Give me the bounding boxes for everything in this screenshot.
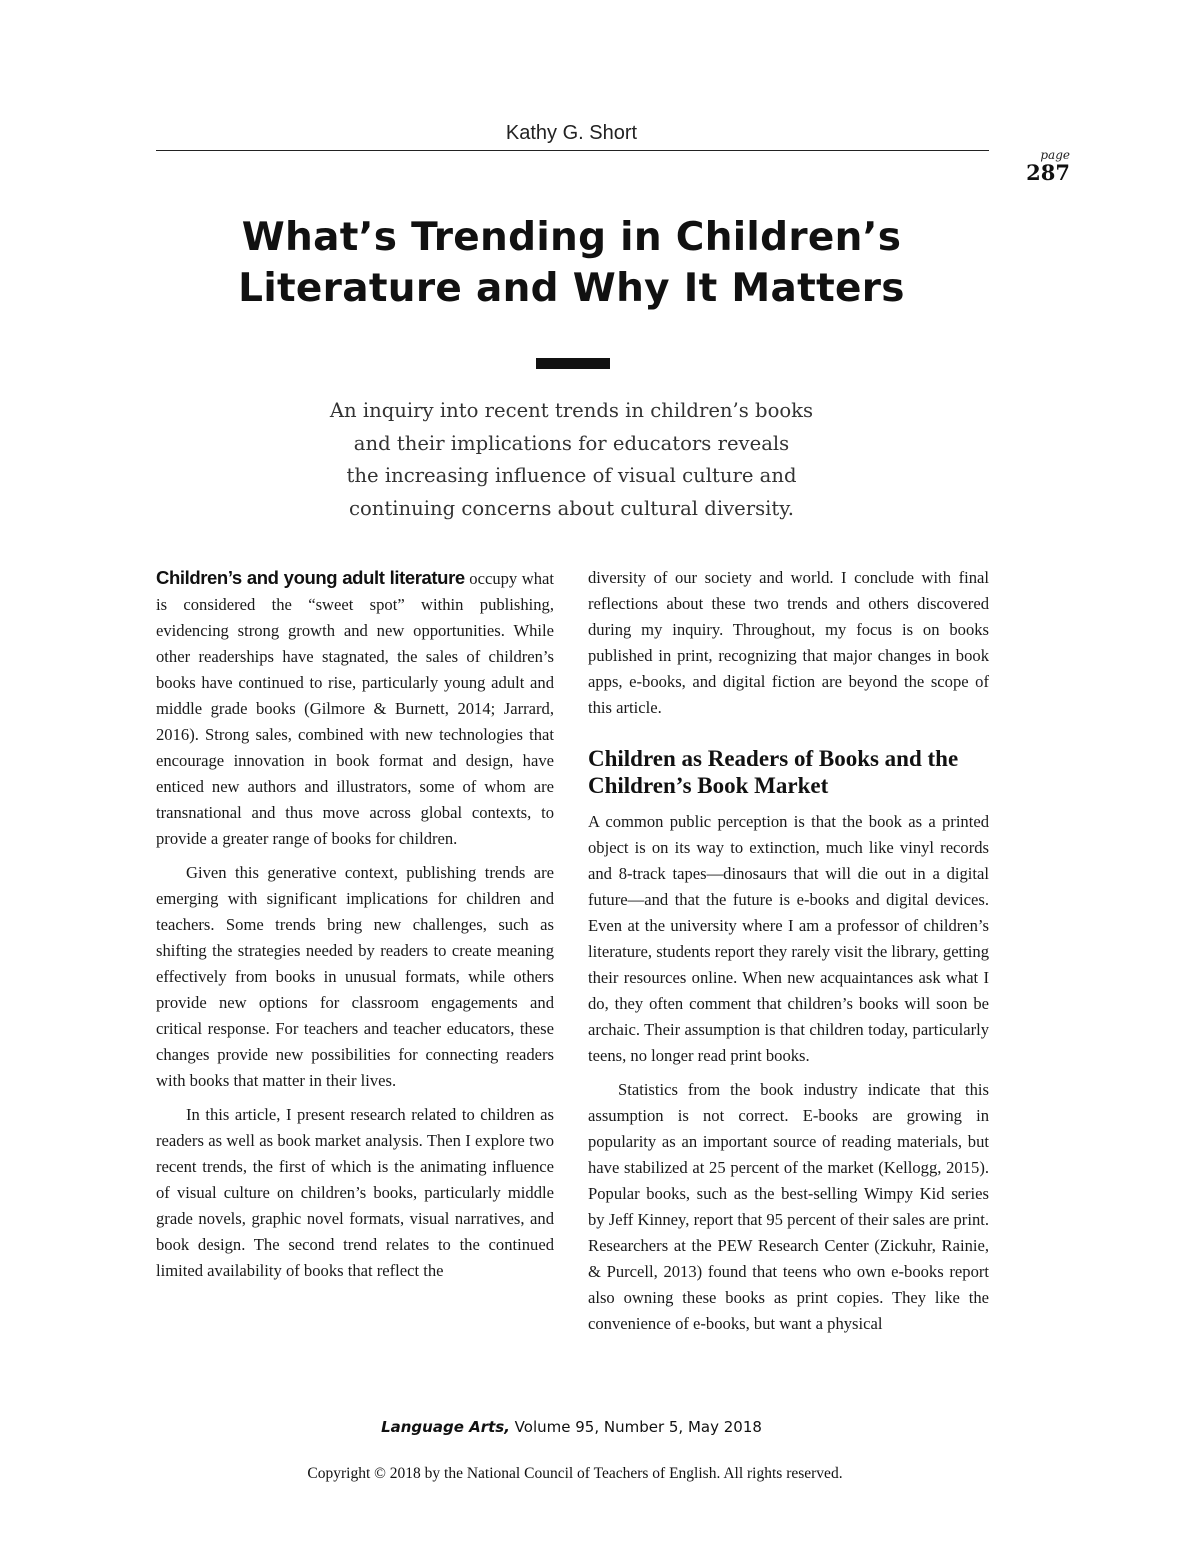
author-name: Kathy G. Short xyxy=(505,122,638,144)
body-column-left xyxy=(156,565,554,1284)
deck-line-4: continuing concerns about cultural diversity. xyxy=(348,496,795,520)
article-deck xyxy=(0,395,1143,525)
section-heading: Children as Readers of Books and the Children’s Book Market xyxy=(588,746,959,798)
paragraph-2: Given this generative context, publishing trends are emerging with significant implications for children and teachers. Some trends bring new challenges, such as shifting the strategies needed by readers to create meaning effectively from books in unusual formats, while others provide new options for classroom engagements and critical response. For teachers and teacher educators, these changes provide new possibilities for connecting readers with books that matter in their lives. xyxy=(156,863,554,1090)
paragraph-1 xyxy=(156,565,554,852)
paragraph-3: In this article, I present research related to children as readers as well as book market analysis. Then I explore two recent trends, the first of which is the animating influence of visual culture on children’s books, particularly middle grade novels, graphic novel formats, visual narratives, and book design. The second trend relates to the continued limited availability of books that reflect the xyxy=(156,1105,554,1280)
journal-citation xyxy=(0,1418,1143,1436)
paragraph-5: A common public perception is that the book as a printed object is on its way to extinction, much like vinyl records and 8-track tapes—dinosaurs that will die out in a digital future—and that the future is e-books and digital devices. Even at the university where I am a professor of children’s literature, students report they rarely visit the library, getting their resources online. When new acquaintances ask what I do, they often comment that children’s books will soon be archaic. Their assumption is that children today, particularly teens, no longer read print books. xyxy=(588,812,989,1065)
deck-line-1: An inquiry into recent trends in children’s books xyxy=(329,399,814,422)
journal-name: Language Arts, xyxy=(381,1418,510,1436)
journal-issue: Volume 95, Number 5, May 2018 xyxy=(509,1418,762,1436)
page-label: page xyxy=(1040,148,1070,162)
header-rule xyxy=(156,150,989,151)
body-column-right xyxy=(588,565,989,1337)
lead-in: Children’s and young adult literature xyxy=(156,567,465,588)
deck-line-2: and their implications for educators reveals xyxy=(353,431,790,455)
deck-line-3: the increasing influence of visual culture and xyxy=(346,464,797,487)
title-line-1: What’s Trending in Children’s xyxy=(241,215,902,260)
paragraph-1-text: occupy what is considered the “sweet spot” within publishing, evidencing strong growth and new opportunities. While other readerships have stagnated, the sales of children’s books have continued to rise, particularly young adult and middle grade books (Gilmore & Burnett, 2014; Jarrard, 2016). Strong sales, combined with new technologies that encourage innovation in book format and design, have enticed new authors and illustrators, some of whom are transnational and thus move across global contexts, to provide a greater range of books for children. xyxy=(156,569,554,848)
paragraph-6: Statistics from the book industry indicate that this assumption is not correct. E-books are growing in popularity as an important source of reading materials, but have stabilized at 25 percent of the market (Kellogg, 2015). Popular books, such as the best-selling Wimpy Kid series by Jeff Kinney, report that 95 percent of their sales are print. Researchers at the PEW Research Center (Zickuhr, Rainie, & Purcell, 2013) found that teens who own e-books report also owning these books as print copies. They like the convenience of e-books, but want a physical xyxy=(588,1080,989,1333)
page-number: 287 xyxy=(1026,160,1070,185)
paragraph-4: diversity of our society and world. I conclude with final reflections about these two trends and others discovered during my inquiry. Throughout, my focus is on books published in print, recognizing that major changes in book apps, e-books, and digital fiction are beyond the scope of this article. xyxy=(588,568,989,717)
article-title xyxy=(0,212,1143,314)
title-line-2: Literature and Why It Matters xyxy=(238,266,905,311)
title-divider-bar xyxy=(536,358,610,369)
copyright-notice: Copyright © 2018 by the National Council of Teachers of English. All rights reserved. xyxy=(307,1465,843,1482)
